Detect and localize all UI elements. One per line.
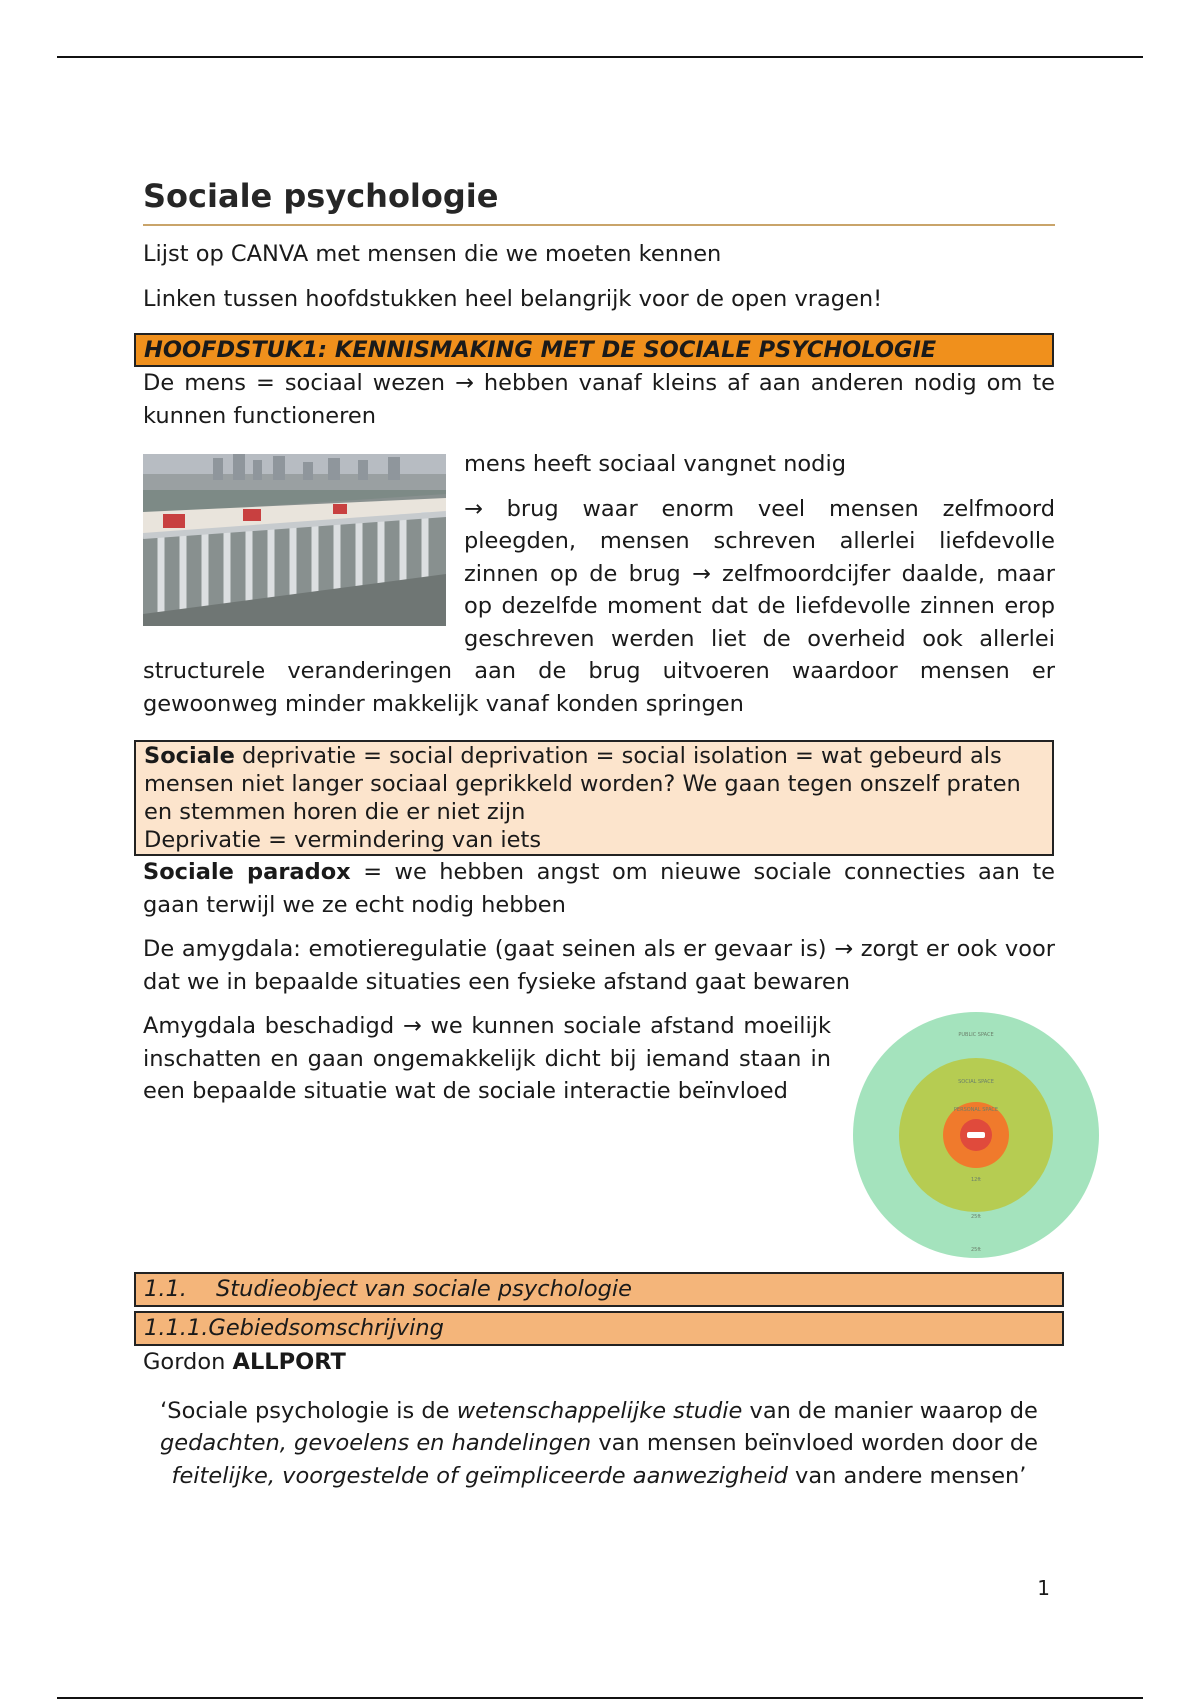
allport-quote xyxy=(143,1395,1055,1493)
svg-text:PUBLIC SPACE: PUBLIC SPACE xyxy=(958,1032,994,1038)
quote-part-4: van andere mensen’ xyxy=(787,1462,1027,1489)
paradox-paragraph xyxy=(143,856,1055,921)
page-content xyxy=(143,170,1055,1492)
svg-text:12ft: 12ft xyxy=(971,1177,981,1183)
deprivation-text: deprivatie = social deprivation = social isolation = wat gebeurd als mensen niet langer sociaal geprikkeld worden? We gaan tegen onszelf praten en stemmen horen die er niet zijn xyxy=(144,743,1021,825)
mens-paragraph: De mens = sociaal wezen → hebben vanaf kleins af aan anderen nodig om te kunnen functioneren xyxy=(143,370,1055,429)
intro-line-1: Lijst op CANVA met mensen die we moeten kennen xyxy=(143,241,722,267)
quote-italic-2: gedachten, gevoelens en handelingen xyxy=(160,1430,592,1456)
allport-line xyxy=(143,1346,1055,1379)
deprivation-line-2: Deprivatie = vermindering van iets xyxy=(144,827,542,853)
quote-part-2: van de manier waarop de xyxy=(742,1397,1038,1424)
intro-line-2: Linken tussen hoofdstukken heel belangrijk voor de open vragen! xyxy=(143,285,883,312)
quote-italic-3: feitelijke, voorgestelde of geïmpliceerde aanwezigheid xyxy=(171,1462,788,1489)
proxemics-diagram xyxy=(851,1010,1101,1260)
paradox-text: = we hebben angst om nieuwe sociale connecties aan te gaan terwijl we ze echt nodig hebben xyxy=(143,859,1055,918)
amygdala-block xyxy=(143,1010,1055,1272)
deprivation-bold: Sociale xyxy=(144,743,235,769)
chapter-heading: HOOFDSTUK1: KENNISMAKING MET DE SOCIALE PSYCHOLOGIE xyxy=(134,333,1054,367)
paradox-bold: Sociale paradox xyxy=(143,859,351,885)
deprivation-box xyxy=(134,740,1054,856)
page-number: 1 xyxy=(1037,1576,1050,1600)
svg-text:25ft: 25ft xyxy=(971,1214,981,1220)
svg-text:PERSONAL SPACE: PERSONAL SPACE xyxy=(953,1107,999,1113)
amygdala-paragraph: De amygdala: emotieregulatie (gaat seinen als er gevaar is) → zorgt er ook voor dat we in bepaalde situaties een fysieke afstand gaat bewaren xyxy=(143,936,1055,995)
page-title: Sociale psychologie xyxy=(143,170,1055,226)
svg-text:SOCIAL SPACE: SOCIAL SPACE xyxy=(958,1079,994,1085)
bottom-rule xyxy=(57,1697,1143,1699)
section-1-1-1-label: Gebiedsomschrijving xyxy=(208,1315,444,1341)
amygdala-damage-paragraph: Amygdala beschadigd → we kunnen sociale afstand moeilijk inschatten en gaan ongemakkelijk dicht bij iemand staan in een bepaalde situatie wat de sociale interactie beïnvloed xyxy=(143,1013,831,1104)
allport-first: Gordon xyxy=(143,1349,233,1375)
bridge-line-2: → brug waar enorm veel mensen zelfmoord pleegden, mensen schreven allerlei liefdevolle zinnen op de brug → zelfmoordcijfer daalde, maar op dezelfde moment dat de liefdevolle zinnen erop geschreven werden liet de overheid ook allerlei structurele veranderingen aan de brug uitvoeren waardoor mensen er gewoonweg minder makkelijk vanaf konden springen xyxy=(143,495,1055,717)
allport-last: ALLPORT xyxy=(232,1349,346,1375)
section-1-1-label: Studieobject van sociale psychologie xyxy=(216,1276,632,1302)
section-1-1-1-heading xyxy=(134,1311,1064,1346)
bridge-block xyxy=(143,448,1055,720)
section-1-1-number: 1.1. xyxy=(144,1276,187,1302)
quote-part-3: van mensen beïnvloed worden door de xyxy=(591,1430,1038,1456)
top-rule xyxy=(57,56,1143,58)
bridge-photo xyxy=(143,454,446,626)
quote-part-1: ‘Sociale psychologie is de xyxy=(160,1397,457,1424)
svg-text:25ft: 25ft xyxy=(971,1247,981,1253)
section-1-1-heading xyxy=(134,1272,1064,1307)
bridge-line-1: mens heeft sociaal vangnet nodig xyxy=(464,451,846,477)
quote-italic-1: wetenschappelijke studie xyxy=(456,1397,743,1424)
section-1-1-1-number: 1.1.1. xyxy=(144,1315,209,1341)
